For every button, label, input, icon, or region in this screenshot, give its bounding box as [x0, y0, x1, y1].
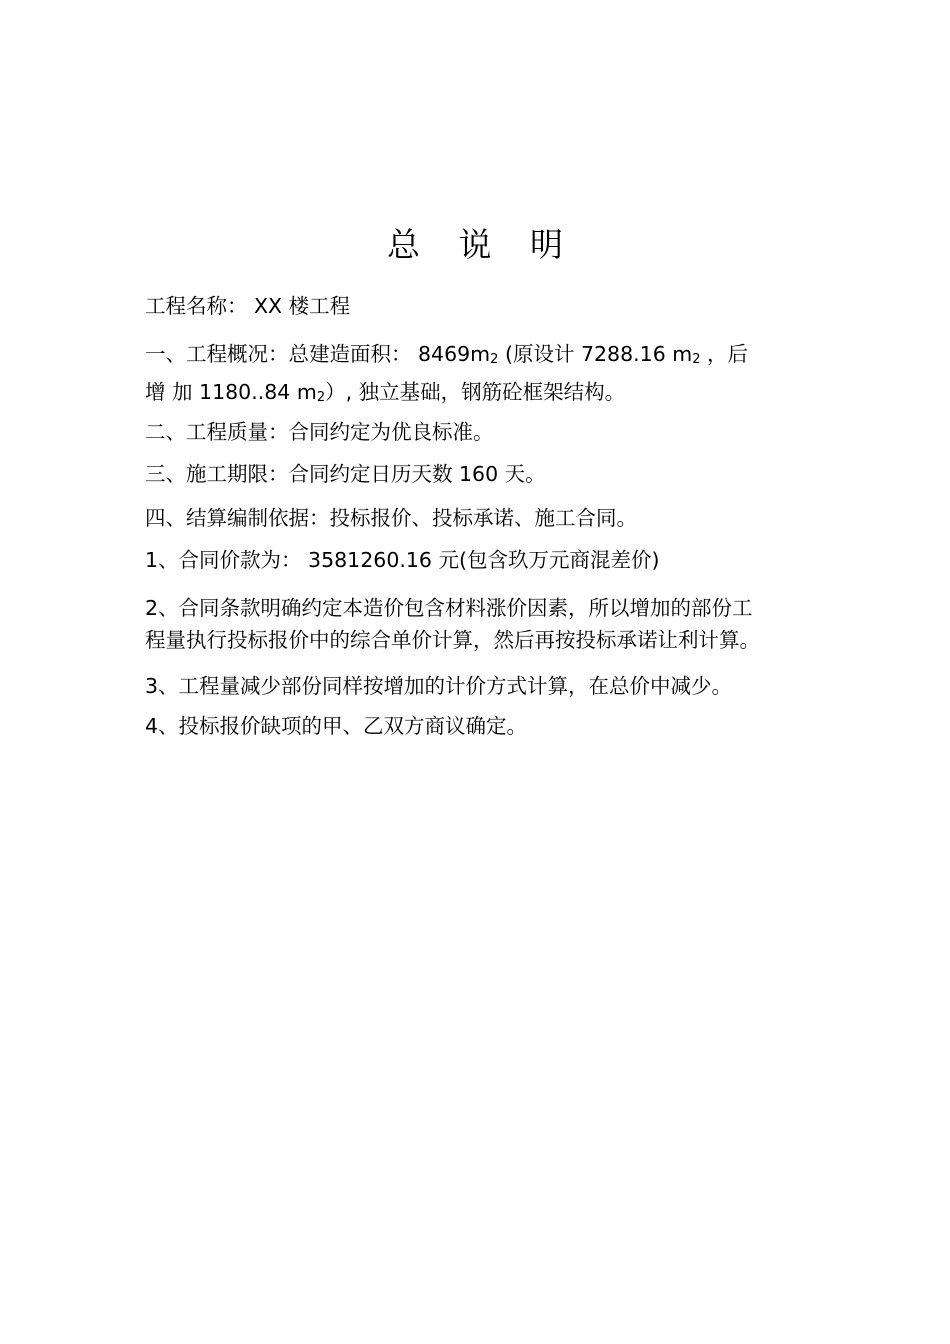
project-quality: 二、工程质量：合同约定为优良标准。: [145, 420, 494, 444]
basis-item-3: 3、工程量减少部份同样按增加的计价方式计算，在总价中减少。: [145, 674, 733, 698]
overview-line-1: [145, 338, 817, 376]
page-title: 总 说 明: [387, 225, 577, 264]
overview-text: ，后: [700, 342, 749, 366]
basis-item-2-line-2: 程量执行投标报价中的综合单价计算，然后再按投标承诺让利计算。: [145, 628, 760, 652]
overview-text: 一、工程概况：总建造面积： 8469m: [145, 342, 491, 366]
settlement-basis: 四、结算编制依据：投标报价、投标承诺、施工合同。: [145, 506, 637, 530]
area-subscript: 2: [490, 352, 499, 367]
basis-item-2: [145, 592, 817, 656]
basis-item-4: 4、投标报价缺项的甲、乙双方商议确定。: [145, 714, 528, 738]
area-subscript: 2: [692, 352, 701, 367]
overview-text: (原设计 7288.16 m: [498, 342, 693, 366]
project-name: 工程名称： XX 楼工程: [145, 294, 351, 318]
overview-line-2: [145, 376, 817, 414]
basis-item-2-line-1: 2、合同条款明确约定本造价包含材料涨价因素，所以增加的部份工: [145, 596, 753, 620]
overview-text: 增 加 1180..84 m: [145, 380, 317, 404]
overview-text: ）, 独立基础，钢筋砼框架结构。: [325, 380, 626, 404]
project-overview: [145, 338, 817, 414]
basis-item-1: 1、合同价款为： 3581260.16 元(包含玖万元商混差价): [145, 548, 660, 572]
project-duration: 三、施工期限：合同约定日历天数 160 天。: [145, 462, 546, 486]
area-subscript: 2: [316, 390, 326, 405]
